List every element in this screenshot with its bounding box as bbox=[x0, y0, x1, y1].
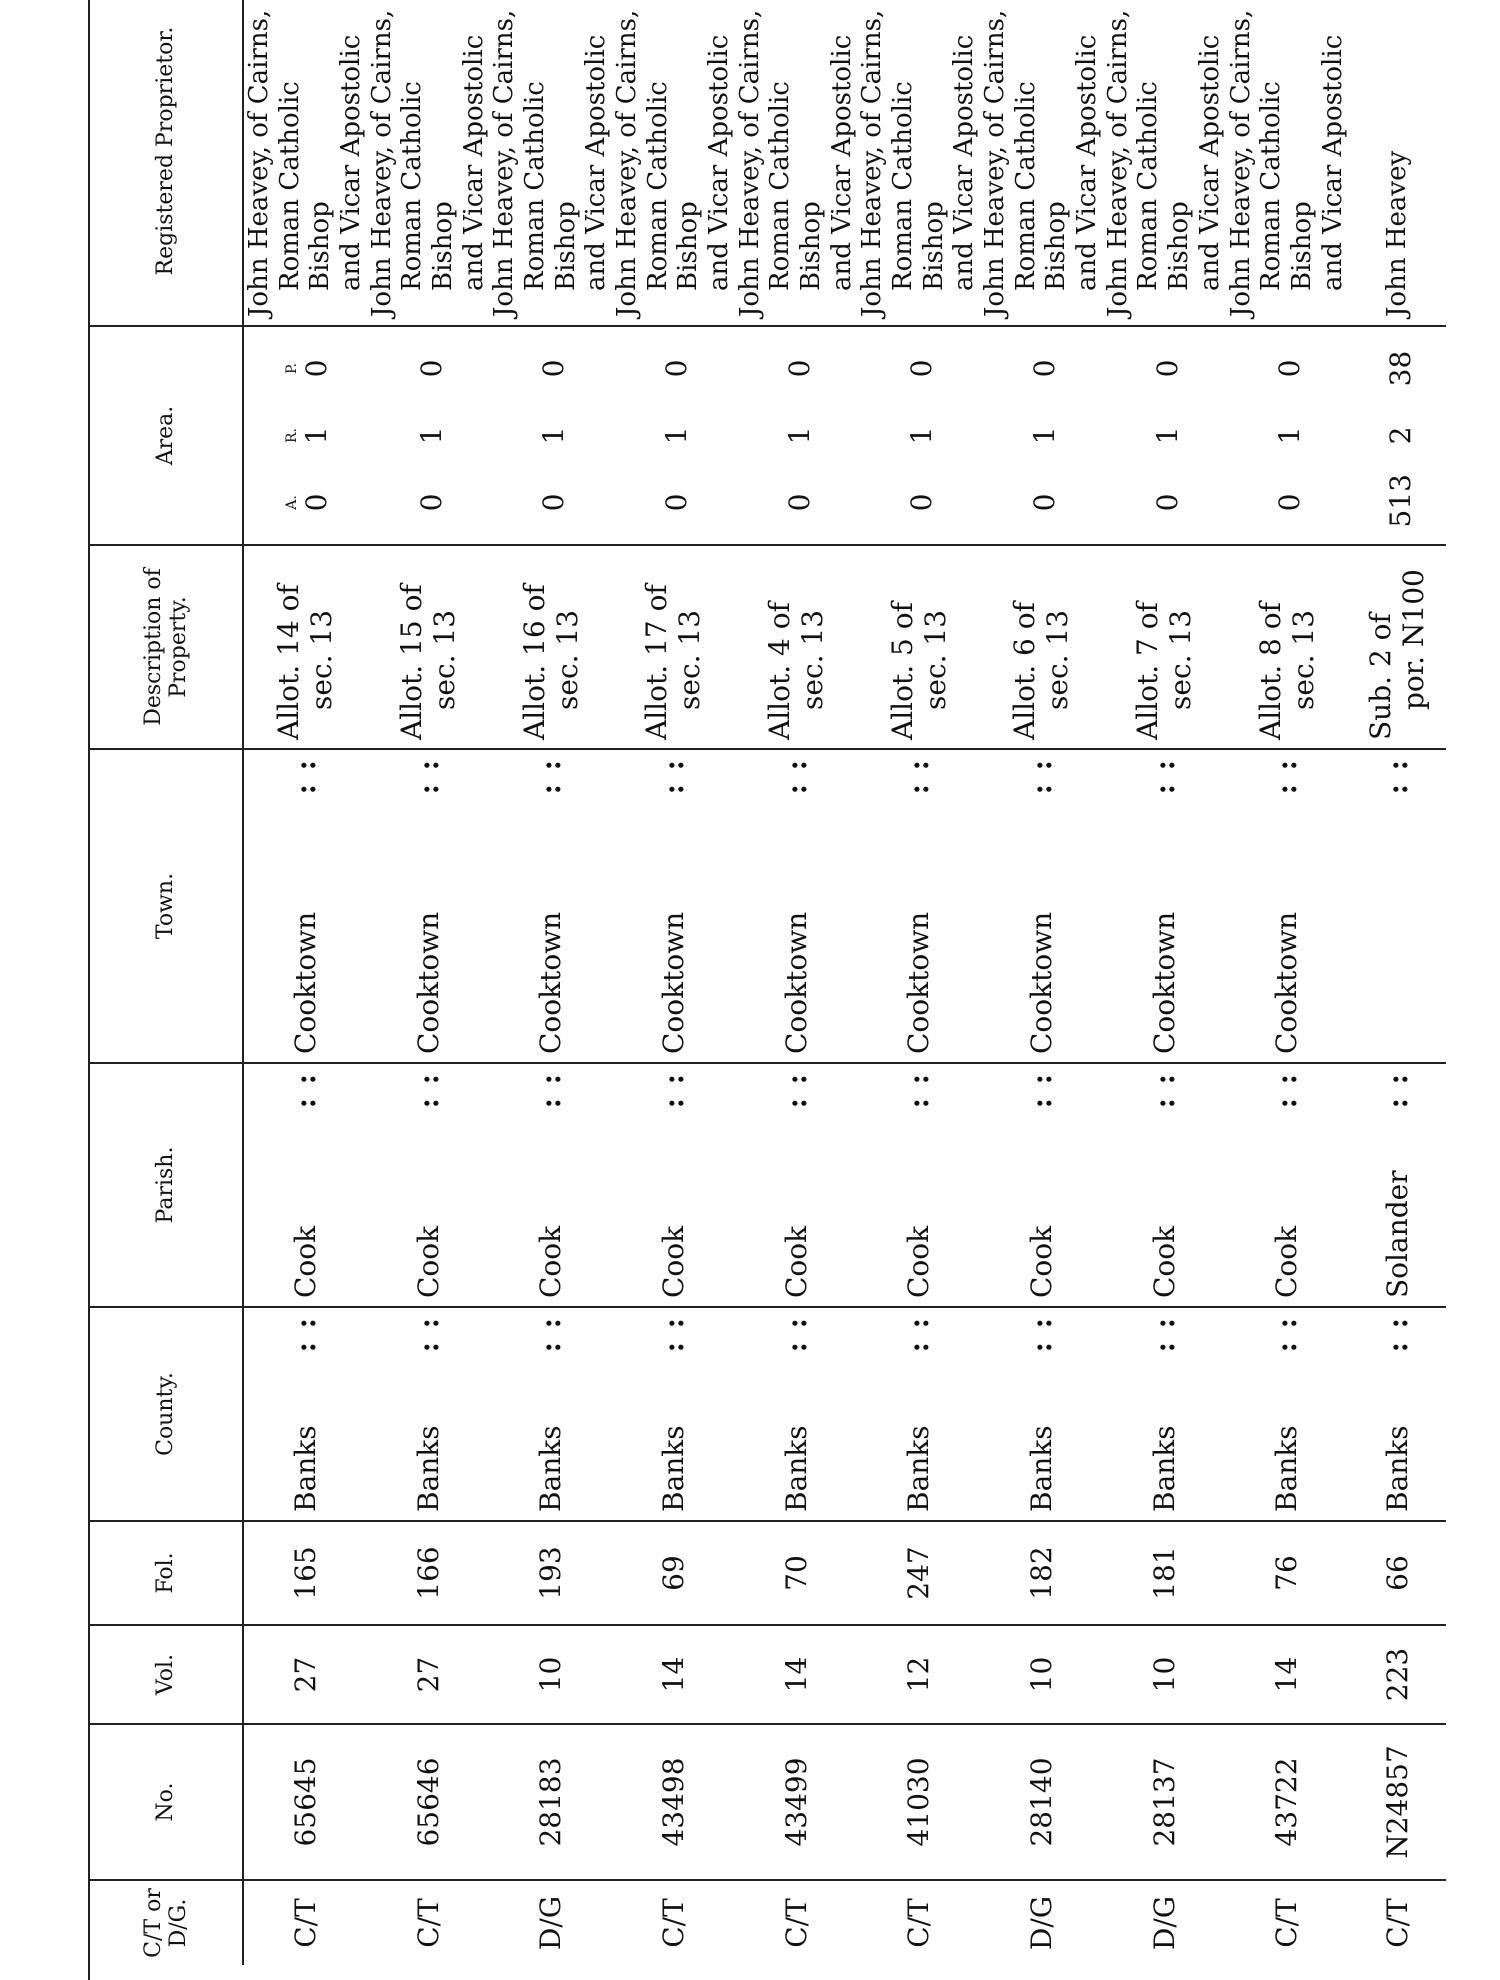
parish-value: Cook bbox=[534, 1225, 568, 1298]
cell-description bbox=[1103, 545, 1226, 749]
cell-no: 43498 bbox=[612, 1724, 735, 1880]
proprietor-line-3: and Vicar Apostolic bbox=[949, 34, 980, 291]
cell-type: C/T bbox=[857, 1880, 980, 1965]
cell-fol: 193 bbox=[489, 1521, 612, 1625]
cell-county bbox=[612, 1307, 735, 1521]
proprietor-line-3: and Vicar Apostolic bbox=[1194, 34, 1225, 291]
leader-dots: : : bbox=[1380, 1316, 1414, 1353]
description-line-1: Allot. 4 of bbox=[763, 602, 797, 740]
table-row bbox=[1348, 0, 1446, 1965]
town-value: Cooktown bbox=[1024, 911, 1058, 1054]
cell-description bbox=[367, 545, 490, 749]
cell-county bbox=[243, 1307, 367, 1521]
cell-description bbox=[1348, 545, 1446, 749]
area-perches: 0 bbox=[905, 359, 939, 378]
proprietor-line-2: Roman Catholic Bishop bbox=[1010, 81, 1072, 291]
col-header-county: County. bbox=[90, 1307, 243, 1521]
leader-dots: : : bbox=[411, 758, 445, 795]
cell-area bbox=[857, 326, 980, 545]
leader-dots: : : bbox=[902, 1072, 936, 1109]
area-unit-acres: A. bbox=[283, 495, 300, 510]
proprietor-line-2: Roman Catholic Bishop bbox=[397, 81, 459, 291]
area-roods: 1 bbox=[905, 426, 939, 445]
area-header-label: Area. bbox=[153, 405, 179, 466]
description-line-2: sec. 13 bbox=[673, 609, 707, 710]
parish-value: Cook bbox=[1270, 1225, 1304, 1298]
leader-dots: : : bbox=[288, 1316, 322, 1353]
cell-vol: 14 bbox=[735, 1625, 858, 1724]
cell-description bbox=[857, 545, 980, 749]
description-line-1: Allot. 7 of bbox=[1131, 602, 1165, 740]
cell-proprietor bbox=[735, 0, 858, 326]
cell-county bbox=[1226, 1307, 1349, 1521]
proprietor-line-2: Roman Catholic Bishop bbox=[1256, 81, 1317, 291]
cell-area bbox=[243, 326, 367, 545]
description-line-1: Allot. 5 of bbox=[885, 602, 919, 740]
table-row bbox=[367, 0, 490, 1965]
proprietor-line-3: and Vicar Apostolic bbox=[1317, 34, 1348, 291]
proprietor-line-3: and Vicar Apostolic bbox=[704, 34, 735, 291]
cell-fol: 66 bbox=[1348, 1521, 1446, 1625]
county-value: Banks bbox=[656, 1425, 690, 1512]
area-roods: 1 bbox=[537, 426, 571, 445]
leader-dots: : : bbox=[534, 758, 568, 795]
county-value: Banks bbox=[288, 1425, 322, 1512]
area-roods: 2 bbox=[1383, 426, 1417, 445]
proprietor-line-2: Roman Catholic Bishop bbox=[1133, 81, 1195, 291]
cell-town bbox=[1348, 749, 1446, 1063]
proprietor-line-1: John Heavey, of Cairns, bbox=[366, 9, 397, 317]
area-roods: 1 bbox=[782, 426, 816, 445]
area-perches: 0 bbox=[299, 359, 333, 378]
description-line-2: sec. 13 bbox=[918, 609, 952, 710]
county-value: Banks bbox=[902, 1425, 936, 1512]
description-line-1: Allot. 17 of bbox=[640, 584, 674, 740]
area-roods: 1 bbox=[1027, 426, 1061, 445]
county-value: Banks bbox=[1147, 1425, 1181, 1512]
cell-no: 65646 bbox=[367, 1724, 490, 1880]
leader-dots: : : bbox=[1024, 1316, 1058, 1353]
cell-type: C/T bbox=[243, 1880, 367, 1965]
cell-description bbox=[735, 545, 858, 749]
area-acres: 0 bbox=[659, 493, 693, 512]
cell-fol: 166 bbox=[367, 1521, 490, 1625]
table-body bbox=[243, 0, 1446, 1965]
proprietor-line-3: and Vicar Apostolic bbox=[336, 34, 367, 291]
cell-vol: 14 bbox=[1226, 1625, 1349, 1724]
town-value: Cooktown bbox=[902, 911, 936, 1054]
description-line-1: Allot. 14 of bbox=[272, 584, 306, 740]
leader-dots: : : bbox=[534, 1316, 568, 1353]
area-roods: 1 bbox=[414, 426, 448, 445]
proprietor-line-2: Roman Catholic Bishop bbox=[765, 81, 827, 291]
cell-vol: 27 bbox=[243, 1625, 367, 1724]
leader-dots: : : bbox=[902, 1316, 936, 1353]
cell-parish bbox=[367, 1063, 490, 1307]
proprietor-line-3: and Vicar Apostolic bbox=[1072, 34, 1103, 291]
cell-area bbox=[1103, 326, 1226, 545]
area-acres: 0 bbox=[299, 493, 333, 512]
leader-dots: : : bbox=[288, 758, 322, 795]
table-row bbox=[243, 0, 367, 1965]
description-line-2: por. N100 bbox=[1397, 569, 1431, 710]
col-header-town: Town. bbox=[90, 749, 243, 1063]
area-roods: 1 bbox=[659, 426, 693, 445]
area-perches: 0 bbox=[782, 359, 816, 378]
cell-vol: 10 bbox=[489, 1625, 612, 1724]
cell-fol: 165 bbox=[243, 1521, 367, 1625]
cell-fol: 182 bbox=[980, 1521, 1103, 1625]
cell-description bbox=[243, 545, 367, 749]
area-perches: 0 bbox=[1027, 359, 1061, 378]
cell-type: C/T bbox=[1226, 1880, 1349, 1965]
area-acres: 0 bbox=[414, 493, 448, 512]
table-row bbox=[612, 0, 735, 1965]
cell-vol: 14 bbox=[612, 1625, 735, 1724]
area-acres: 0 bbox=[1273, 493, 1307, 512]
cell-parish bbox=[1103, 1063, 1226, 1307]
proprietor-line-2: Roman Catholic Bishop bbox=[274, 81, 336, 291]
cell-county bbox=[980, 1307, 1103, 1521]
county-value: Banks bbox=[1024, 1425, 1058, 1512]
town-value: Cooktown bbox=[1147, 911, 1181, 1054]
proprietor-line-3: and Vicar Apostolic bbox=[581, 34, 612, 291]
leader-dots: : : bbox=[1270, 758, 1304, 795]
area-acres: 0 bbox=[782, 493, 816, 512]
leader-dots: : : bbox=[411, 1316, 445, 1353]
col-header-area bbox=[90, 326, 243, 545]
description-line-2: sec. 13 bbox=[796, 609, 830, 710]
cell-county bbox=[1103, 1307, 1226, 1521]
cell-area bbox=[367, 326, 490, 545]
cell-town bbox=[489, 749, 612, 1063]
proprietor-line-1: John Heavey, of Cairns, bbox=[980, 9, 1011, 317]
leader-dots: : : bbox=[1270, 1072, 1304, 1109]
leader-dots: : : bbox=[1147, 1072, 1181, 1109]
description-line-1: Allot. 6 of bbox=[1008, 602, 1042, 740]
description-line-1: Allot. 15 of bbox=[395, 584, 429, 740]
cell-parish bbox=[980, 1063, 1103, 1307]
cell-town bbox=[1103, 749, 1226, 1063]
proprietor-line-1: John Heavey, of Cairns, bbox=[734, 9, 765, 317]
cell-vol: 12 bbox=[857, 1625, 980, 1724]
cell-proprietor bbox=[857, 0, 980, 326]
cell-parish bbox=[243, 1063, 367, 1307]
cell-fol: 69 bbox=[612, 1521, 735, 1625]
col-header-type: C/T or D/G. bbox=[90, 1880, 243, 1965]
area-units bbox=[284, 335, 300, 536]
proprietor-line-1: John Heavey, of Cairns, bbox=[244, 9, 274, 317]
area-perches: 0 bbox=[537, 359, 571, 378]
area-unit-perches: P. bbox=[283, 362, 300, 375]
description-line-1: Allot. 8 of bbox=[1253, 602, 1287, 740]
cell-type: D/G bbox=[489, 1880, 612, 1965]
leader-dots: : : bbox=[779, 1316, 813, 1353]
proprietor-line-1: John Heavey, of Cairns, bbox=[1102, 9, 1133, 317]
cell-no: 28183 bbox=[489, 1724, 612, 1880]
area-acres: 0 bbox=[537, 493, 571, 512]
cell-vol: 27 bbox=[367, 1625, 490, 1724]
col-header-vol: Vol. bbox=[90, 1625, 243, 1724]
cell-description bbox=[489, 545, 612, 749]
area-roods: 1 bbox=[299, 426, 333, 445]
col-header-parish: Parish. bbox=[90, 1063, 243, 1307]
cell-proprietor bbox=[1103, 0, 1226, 326]
area-unit-roods: R. bbox=[283, 428, 300, 443]
proprietor-line-1: John Heavey, of Cairns, bbox=[612, 9, 643, 317]
cell-town bbox=[367, 749, 490, 1063]
table-row bbox=[980, 0, 1103, 1965]
area-perches: 0 bbox=[1273, 359, 1307, 378]
cell-parish bbox=[735, 1063, 858, 1307]
parish-value: Cook bbox=[1024, 1225, 1058, 1298]
cell-parish bbox=[489, 1063, 612, 1307]
cell-parish bbox=[857, 1063, 980, 1307]
proprietor-line-2: Roman Catholic Bishop bbox=[642, 81, 704, 291]
cell-county bbox=[857, 1307, 980, 1521]
cell-parish bbox=[1348, 1063, 1446, 1307]
description-line-2: sec. 13 bbox=[1041, 609, 1075, 710]
county-value: Banks bbox=[1270, 1425, 1304, 1512]
parish-value: Cook bbox=[656, 1225, 690, 1298]
description-line-2: sec. 13 bbox=[1164, 609, 1198, 710]
table-row bbox=[1103, 0, 1226, 1965]
area-perches: 0 bbox=[659, 359, 693, 378]
col-header-fol: Fol. bbox=[90, 1521, 243, 1625]
parish-value: Cook bbox=[288, 1225, 322, 1298]
leader-dots: : : bbox=[1380, 758, 1414, 795]
cell-area bbox=[980, 326, 1103, 545]
description-line-2: sec. 13 bbox=[428, 609, 462, 710]
parish-value: Cook bbox=[411, 1225, 445, 1298]
cell-fol: 247 bbox=[857, 1521, 980, 1625]
cell-type: C/T bbox=[367, 1880, 490, 1965]
cell-no: 43499 bbox=[735, 1724, 858, 1880]
area-acres: 0 bbox=[905, 493, 939, 512]
description-line-1: Sub. 2 of bbox=[1364, 613, 1398, 740]
cell-fol: 70 bbox=[735, 1521, 858, 1625]
leader-dots: : : bbox=[1380, 1072, 1414, 1109]
county-value: Banks bbox=[1380, 1425, 1414, 1512]
table-row bbox=[489, 0, 612, 1965]
area-perches: 38 bbox=[1383, 350, 1417, 387]
cell-type: C/T bbox=[735, 1880, 858, 1965]
col-header-proprietor: Registered Proprietor. bbox=[90, 0, 243, 326]
area-perches: 0 bbox=[1150, 359, 1184, 378]
area-perches: 0 bbox=[414, 359, 448, 378]
proprietor-line-2: Roman Catholic Bishop bbox=[520, 81, 581, 291]
cell-town bbox=[980, 749, 1103, 1063]
col-header-no: No. bbox=[90, 1724, 243, 1880]
proprietor-line-1: John Heavey, of Cairns, bbox=[857, 9, 888, 317]
cell-proprietor bbox=[1348, 0, 1446, 326]
town-value: Cooktown bbox=[288, 911, 322, 1054]
description-line-2: sec. 13 bbox=[1286, 609, 1320, 710]
cell-town bbox=[1226, 749, 1349, 1063]
cell-description bbox=[1226, 545, 1349, 749]
leader-dots: : : bbox=[288, 1072, 322, 1109]
cell-no: 28137 bbox=[1103, 1724, 1226, 1880]
leader-dots: : : bbox=[656, 1072, 690, 1109]
description-line-2: sec. 13 bbox=[550, 609, 584, 710]
area-acres: 0 bbox=[1150, 493, 1184, 512]
cell-type: C/T bbox=[612, 1880, 735, 1965]
county-value: Banks bbox=[411, 1425, 445, 1512]
cell-no: N24857 bbox=[1348, 1724, 1446, 1880]
leader-dots: : : bbox=[1024, 758, 1058, 795]
cell-area bbox=[735, 326, 858, 545]
cell-county bbox=[367, 1307, 490, 1521]
table-row bbox=[1226, 0, 1349, 1965]
town-value: Cooktown bbox=[534, 911, 568, 1054]
leader-dots: : : bbox=[411, 1072, 445, 1109]
cell-proprietor bbox=[489, 0, 612, 326]
town-value: Cooktown bbox=[656, 911, 690, 1054]
area-acres: 513 bbox=[1383, 474, 1417, 528]
leader-dots: : : bbox=[1147, 1316, 1181, 1353]
table-header bbox=[90, 0, 243, 1965]
leader-dots: : : bbox=[1147, 758, 1181, 795]
cell-description bbox=[980, 545, 1103, 749]
county-value: Banks bbox=[779, 1425, 813, 1512]
county-value: Banks bbox=[534, 1425, 568, 1512]
cell-vol: 10 bbox=[1103, 1625, 1226, 1724]
cell-no: 65645 bbox=[243, 1724, 367, 1880]
leader-dots: : : bbox=[902, 758, 936, 795]
description-line-1: Allot. 16 of bbox=[517, 584, 551, 740]
cell-town bbox=[857, 749, 980, 1063]
cell-proprietor bbox=[243, 0, 367, 326]
cell-town bbox=[735, 749, 858, 1063]
header-row bbox=[90, 0, 243, 1965]
table-row bbox=[735, 0, 858, 1965]
proprietor-line-3: and Vicar Apostolic bbox=[826, 34, 857, 291]
property-register-table bbox=[90, 0, 1446, 1965]
cell-no: 41030 bbox=[857, 1724, 980, 1880]
area-roods: 1 bbox=[1273, 426, 1307, 445]
cell-town bbox=[243, 749, 367, 1063]
parish-value: Cook bbox=[779, 1225, 813, 1298]
town-value: Cooktown bbox=[411, 911, 445, 1054]
cell-town bbox=[612, 749, 735, 1063]
parish-value: Cook bbox=[1147, 1225, 1181, 1298]
cell-county bbox=[735, 1307, 858, 1521]
leader-dots: : : bbox=[779, 1072, 813, 1109]
cell-county bbox=[1348, 1307, 1446, 1521]
table-rotated-container bbox=[90, 9, 1431, 1965]
leader-dots: : : bbox=[779, 758, 813, 795]
cell-proprietor bbox=[980, 0, 1103, 326]
cell-parish bbox=[612, 1063, 735, 1307]
cell-area bbox=[1226, 326, 1349, 545]
proprietor-line-1: John Heavey, of Cairns, bbox=[489, 9, 520, 317]
cell-vol: 223 bbox=[1348, 1625, 1446, 1724]
proprietor-line-1: John Heavey, of Cairns, bbox=[1225, 9, 1256, 317]
cell-description bbox=[612, 545, 735, 749]
leader-dots: : : bbox=[1024, 1072, 1058, 1109]
cell-area bbox=[1348, 326, 1446, 545]
parish-value: Cook bbox=[902, 1225, 936, 1298]
parish-value: Solander bbox=[1380, 1170, 1414, 1298]
cell-type: D/G bbox=[1103, 1880, 1226, 1965]
cell-proprietor bbox=[612, 0, 735, 326]
leader-dots: : : bbox=[656, 758, 690, 795]
proprietor-line-1: John Heavey bbox=[1381, 150, 1412, 317]
cell-parish bbox=[1226, 1063, 1349, 1307]
cell-fol: 76 bbox=[1226, 1521, 1349, 1625]
town-value: Cooktown bbox=[779, 911, 813, 1054]
cell-county bbox=[489, 1307, 612, 1521]
cell-vol: 10 bbox=[980, 1625, 1103, 1724]
cell-proprietor bbox=[1226, 0, 1349, 326]
col-header-description: Description of Property. bbox=[90, 545, 243, 749]
cell-proprietor bbox=[367, 0, 490, 326]
leader-dots: : : bbox=[534, 1072, 568, 1109]
leader-dots: : : bbox=[656, 1316, 690, 1353]
cell-no: 43722 bbox=[1226, 1724, 1349, 1880]
cell-type: C/T bbox=[1348, 1880, 1446, 1965]
leader-dots: : : bbox=[1270, 1316, 1304, 1353]
area-roods: 1 bbox=[1150, 426, 1184, 445]
town-value: Cooktown bbox=[1270, 911, 1304, 1054]
cell-fol: 181 bbox=[1103, 1521, 1226, 1625]
table-row bbox=[857, 0, 980, 1965]
cell-area bbox=[612, 326, 735, 545]
proprietor-line-3: and Vicar Apostolic bbox=[458, 34, 489, 291]
cell-area bbox=[489, 326, 612, 545]
proprietor-line-2: Roman Catholic Bishop bbox=[888, 81, 949, 291]
description-line-2: sec. 13 bbox=[305, 609, 339, 710]
cell-type: D/G bbox=[980, 1880, 1103, 1965]
area-acres: 0 bbox=[1027, 493, 1061, 512]
cell-no: 28140 bbox=[980, 1724, 1103, 1880]
